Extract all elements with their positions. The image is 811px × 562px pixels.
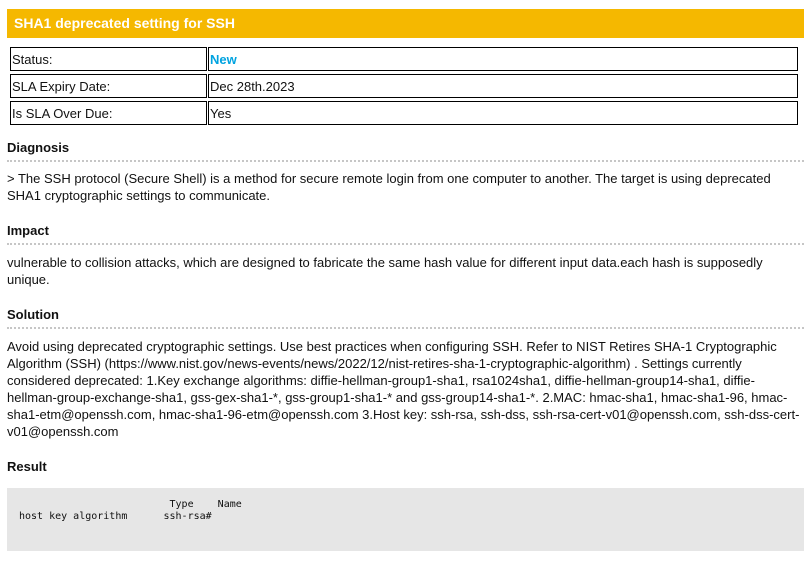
divider <box>7 243 804 245</box>
status-badge: New <box>210 51 237 67</box>
sla-expiry-value: Dec 28th.2023 <box>208 74 798 98</box>
sla-expiry-label: SLA Expiry Date: <box>10 74 207 98</box>
info-table <box>9 44 799 128</box>
solution-heading: Solution <box>7 307 59 322</box>
divider <box>7 327 804 329</box>
table-row <box>10 74 798 98</box>
result-code-block <box>7 488 804 551</box>
status-value <box>208 47 798 71</box>
result-code: Type Name host key algorithm ssh-rsa# <box>19 499 242 522</box>
diagnosis-heading: Diagnosis <box>7 140 70 155</box>
status-label: Status: <box>10 47 207 71</box>
divider <box>7 160 804 162</box>
table-row <box>10 47 798 71</box>
table-row <box>10 101 798 125</box>
impact-heading: Impact <box>7 223 49 238</box>
solution-text: Avoid using deprecated cryptographic settings. Use best practices when configuring SSH. Refer to NIST Retires SHA-1 Cryptographic Algorithm (SSH) (https://www.nist.gov/news-events/news/2022/12/nist-retires-sha-1-cryptographic-algorithm) . Settings currently considered deprecated: 1.Key exchange algorithms: diffie-hellman-group1-sha1, rsa1024sha1, diffie-hellman-group14-sha1, diffie-hellman-group-exchange-sha1, gss-gex-sha1-*, gss-group1-sha1-* and gss-group14-sha1-*. 2.MAC: hmac-sha1, hmac-sha1-96, hmac-sha1-etm@openssh.com, hmac-sha1-96-etm@openssh.com 3.Host key: ssh-rsa, ssh-dss, ssh-rsa-cert-v01@openssh.com, ssh-dss-cert-v01@openssh.com <box>7 339 800 439</box>
impact-text: vulnerable to collision attacks, which are designed to fabricate the same hash value for different input data.each hash is supposedly unique. <box>7 255 763 287</box>
sla-overdue-label: Is SLA Over Due: <box>10 101 207 125</box>
report-title-bar <box>7 9 804 38</box>
diagnosis-text: > The SSH protocol (Secure Shell) is a method for secure remote login from one computer to another. The target is using deprecated SHA1 cryptographic settings to communicate. <box>7 171 771 203</box>
sla-overdue-value: Yes <box>208 101 798 125</box>
report-title: SHA1 deprecated setting for SSH <box>14 15 235 31</box>
result-heading: Result <box>7 459 47 474</box>
